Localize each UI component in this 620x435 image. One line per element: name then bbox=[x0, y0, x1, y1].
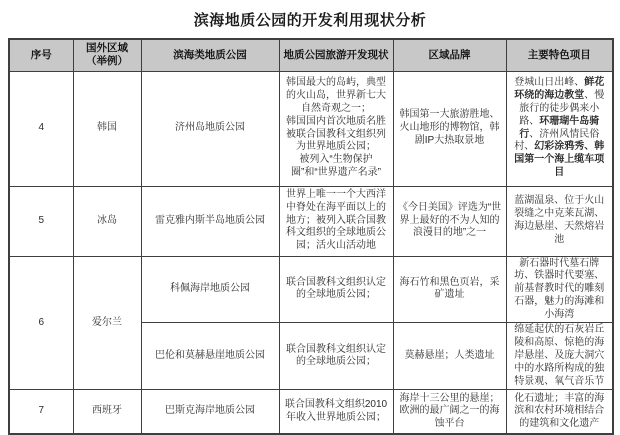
cell-brand: 《今日美国》评选为“世界上最好的不为人知的浪漫目的地”之一 bbox=[393, 186, 506, 256]
cell-status: 联合国教科文组织认定的全球地质公园； bbox=[279, 323, 393, 390]
cell-brand: 海岸十三公里的悬崖；欧洲的最广阔之一的海蚀平台 bbox=[393, 390, 506, 434]
row-iceland bbox=[9, 186, 613, 256]
cell-features: 新石器时代墓石牌坊、铁器时代要塞、前基督教时代的雕刻石器，魅力的海滩和小海湾 bbox=[506, 256, 613, 323]
header-brand: 区域品牌 bbox=[393, 39, 506, 71]
cell-features: 蓝湖温泉、位于火山裂缝之中克莱瓦湖、海边悬崖、天然熔岩池 bbox=[506, 186, 613, 256]
cell-no: 6 bbox=[9, 256, 73, 390]
row-korea bbox=[9, 71, 613, 186]
cell-brand: 海石竹和黑色页岩，采矿遗址 bbox=[393, 256, 506, 323]
cell-region: 韩国 bbox=[73, 71, 141, 186]
cell-park: 巴伦和莫赫悬崖地质公园 bbox=[141, 323, 279, 390]
header-no: 序号 bbox=[9, 39, 73, 71]
cell-park: 巴斯克海岸地质公园 bbox=[141, 390, 279, 434]
header-status: 地质公园旅游开发现状 bbox=[279, 39, 393, 71]
cell-region: 爱尔兰 bbox=[73, 256, 141, 390]
cell-no: 7 bbox=[9, 390, 73, 434]
cell-features: 化石遗址；丰富的海滨和农村环境相结合的建筑和文化遗产 bbox=[506, 390, 613, 434]
row-spain bbox=[9, 390, 613, 434]
cell-brand: 莫赫悬崖；人类遗址 bbox=[393, 323, 506, 390]
cell-status: 联合国教科文组织2010年收入世界地质公园； bbox=[279, 390, 393, 434]
cell-park: 济州岛地质公园 bbox=[141, 71, 279, 186]
feature-segment: 鲜花环绕的海边教堂 bbox=[514, 77, 605, 102]
cell-status: 韩国最大的岛屿，典型的火山岛，世界新七大自然奇观之一； 韩国国内首次地质名胜被联合国教科文组织列为世界地质公园； 被列入“生物保护圈”和“世界遗产名录” bbox=[279, 71, 393, 186]
header-region: 国外区域 （举例） bbox=[73, 39, 141, 71]
feature-segment: 、济州风情民俗村、 bbox=[514, 128, 600, 153]
feature-segment: 、慢旅行的徒步偶来小路、 bbox=[519, 90, 605, 127]
cell-region: 冰岛 bbox=[73, 186, 141, 256]
cell-features: 绵延起伏的石灰岩丘陵和高原、惊艳的海岸悬崖、及庞大洞穴中的水路所构成的独特景观、氧气音乐节 bbox=[506, 323, 613, 390]
feature-segment: 幻彩涂鸦秀、韩国第一个海上缆车项目 bbox=[514, 141, 605, 178]
cell-features bbox=[506, 71, 613, 186]
geoparks-table bbox=[8, 38, 614, 435]
row-ireland-copper-coast bbox=[9, 256, 613, 323]
feature-segment: 登城山日出峰、 bbox=[514, 77, 585, 89]
cell-park: 科佩海岸地质公园 bbox=[141, 256, 279, 323]
cell-status: 联合国教科文组织认定的全球地质公园； bbox=[279, 256, 393, 323]
page-title: 滨海地质公园的开发利用现状分析 bbox=[193, 12, 427, 29]
cell-region: 西班牙 bbox=[73, 390, 141, 434]
header-park: 滨海类地质公园 bbox=[141, 39, 279, 71]
cell-no: 5 bbox=[9, 186, 73, 256]
cell-no: 4 bbox=[9, 71, 73, 186]
feature-segment: 环珊瑚牛岛骑行 bbox=[519, 115, 600, 140]
cell-status: 世界上唯一一个大西洋中脊处在海平面以上的地方；被列入联合国教科文组织的全球地质公园；活火山活动地 bbox=[279, 186, 393, 256]
header-row bbox=[9, 39, 613, 71]
cell-park: 雷克雅内斯半岛地质公园 bbox=[141, 186, 279, 256]
header-features: 主要特色项目 bbox=[506, 39, 613, 71]
cell-brand: 韩国第一大旅游胜地、火山地形的博物馆，韩剧IP大热取景地 bbox=[393, 71, 506, 186]
